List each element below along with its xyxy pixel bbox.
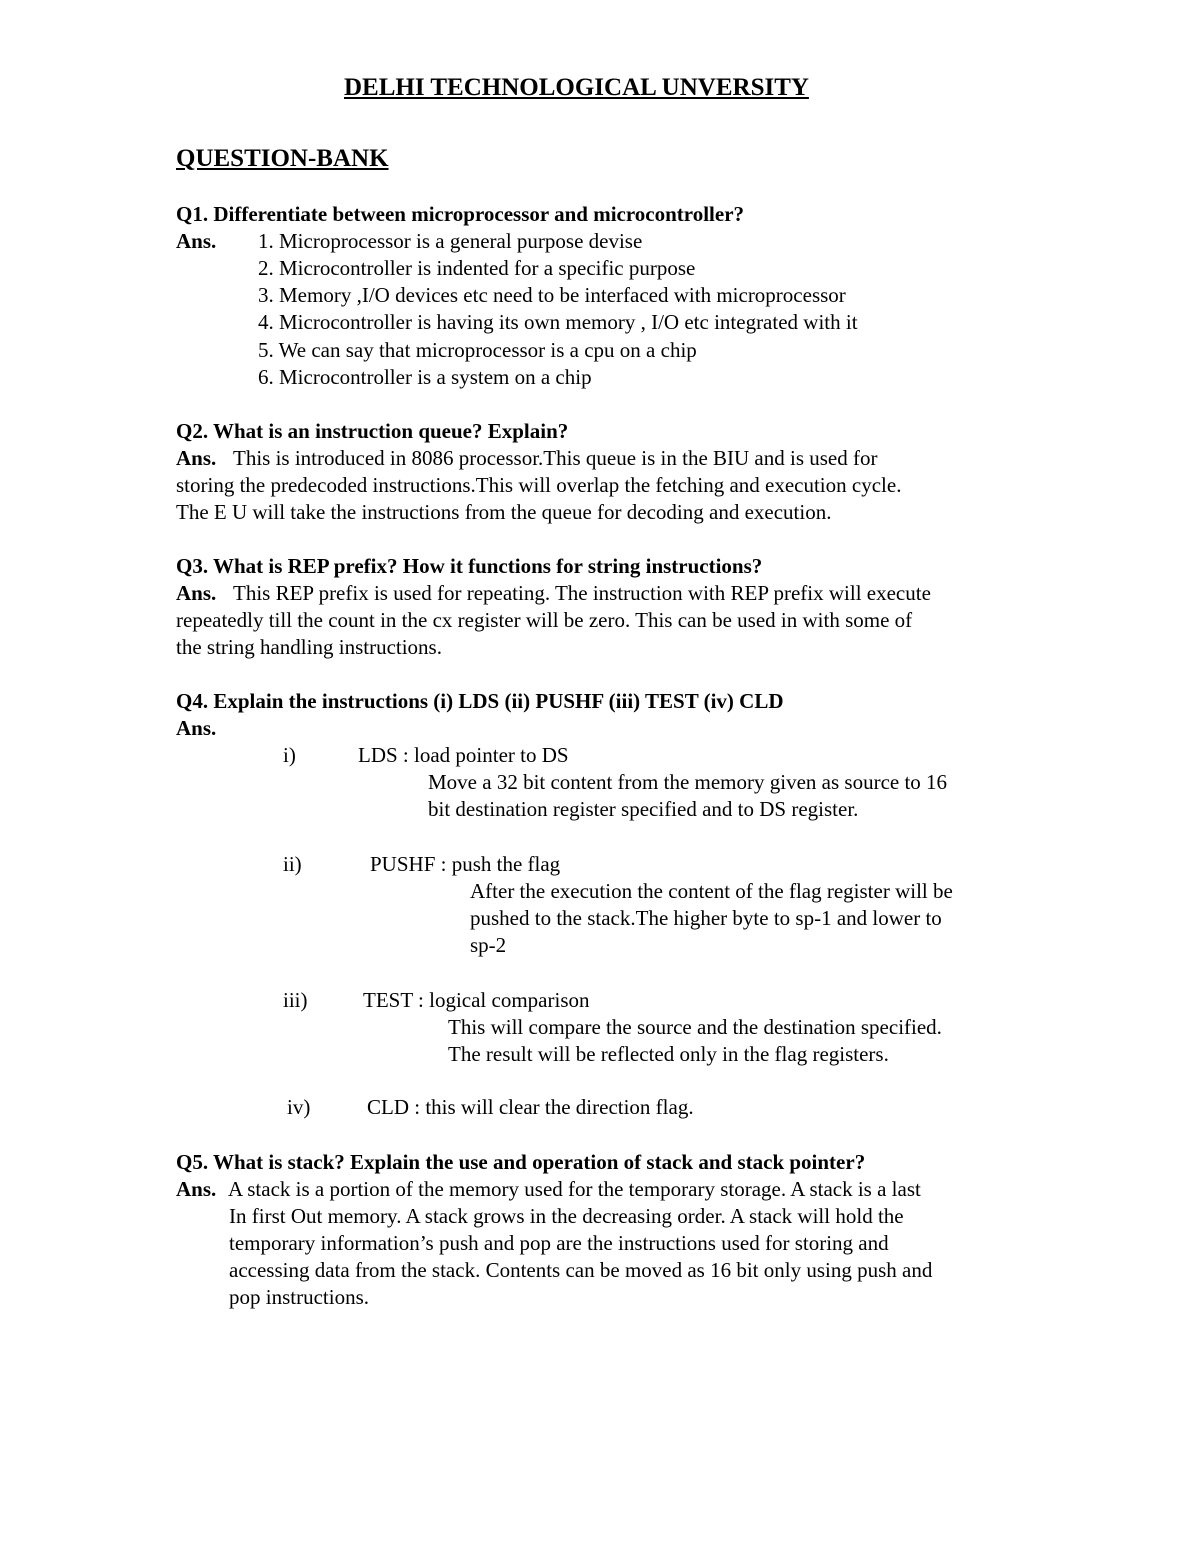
q2-answer-label: Ans. [176, 446, 217, 470]
q1-point-4: 4. Microcontroller is having its own memory , I/O etc integrated with it [258, 310, 858, 334]
q3-answer-line-2: repeatedly till the count in the cx register will be zero. This can be used in with some of [176, 608, 913, 632]
q1-point-2: 2. Microcontroller is indented for a specific purpose [258, 256, 696, 280]
q5-answer-line-2: In first Out memory. A stack grows in the decreasing order. A stack will hold the [229, 1204, 904, 1228]
q1-point-3: 3. Memory ,I/O devices etc need to be interfaced with microprocessor [258, 283, 846, 307]
q5-answer-line-4: accessing data from the stack. Contents can be moved as 16 bit only using push and [229, 1258, 933, 1282]
q4-item-3-desc-2: The result will be reflected only in the flag registers. [448, 1042, 889, 1066]
q4-item-3-head: TEST : logical comparison [363, 988, 590, 1012]
q2-answer-line-2: storing the predecoded instructions.This will overlap the fetching and execution cycle. [176, 473, 902, 497]
q5-answer-label: Ans. [176, 1177, 217, 1201]
q4-item-1-head: LDS : load pointer to DS [358, 743, 569, 767]
q4-answer-label: Ans. [176, 716, 217, 740]
q4-item-2-desc-1: After the execution the content of the flag register will be [470, 879, 953, 903]
q5-answer-line-5: pop instructions. [229, 1285, 369, 1309]
q4-item-2-desc-2: pushed to the stack.The higher byte to sp-1 and lower to [470, 906, 942, 930]
q2-answer-line-1: This is introduced in 8086 processor.This queue is in the BIU and is used for [233, 446, 878, 470]
q1-answer-label: Ans. [176, 229, 217, 253]
q4-item-3-desc-1: This will compare the source and the destination specified. [448, 1015, 942, 1039]
document-subtitle: QUESTION-BANK [176, 145, 389, 172]
q4-item-1-desc-1: Move a 32 bit content from the memory given as source to 16 [428, 770, 948, 794]
q3-answer-line-3: the string handling instructions. [176, 635, 442, 659]
q3-answer-label: Ans. [176, 581, 217, 605]
q4-question: Q4. Explain the instructions (i) LDS (ii) PUSHF (iii) TEST (iv) CLD [176, 689, 784, 713]
q1-point-5: 5. We can say that microprocessor is a cpu on a chip [258, 338, 697, 362]
q4-item-2-desc-3: sp-2 [470, 933, 507, 957]
q5-question: Q5. What is stack? Explain the use and operation of stack and stack pointer? [176, 1150, 866, 1174]
q5-answer-line-1: A stack is a portion of the memory used for the temporary storage. A stack is a last [228, 1177, 921, 1201]
q2-question: Q2. What is an instruction queue? Explain? [176, 419, 569, 443]
q1-point-6: 6. Microcontroller is a system on a chip [258, 365, 592, 389]
q4-item-4-head: CLD : this will clear the direction flag. [367, 1095, 694, 1119]
q4-item-4-number: iv) [287, 1095, 311, 1119]
q4-item-3-number: iii) [283, 988, 308, 1012]
q4-item-1-number: i) [283, 743, 296, 767]
q5-answer-line-3: temporary information’s push and pop are the instructions used for storing and [229, 1231, 889, 1255]
q1-point-1: 1. Microprocessor is a general purpose devise [258, 229, 643, 253]
document-title: DELHI TECHNOLOGICAL UNVERSITY [344, 74, 809, 101]
q1-question: Q1. Differentiate between microprocessor and microcontroller? [176, 202, 745, 226]
q4-item-1-desc-2: bit destination register specified and to DS register. [428, 797, 859, 821]
q3-question: Q3. What is REP prefix? How it functions for string instructions? [176, 554, 763, 578]
q2-answer-line-3: The E U will take the instructions from the queue for decoding and execution. [176, 500, 832, 524]
q4-item-2-head: PUSHF : push the flag [370, 852, 561, 876]
q4-item-2-number: ii) [283, 852, 302, 876]
q3-answer-line-1: This REP prefix is used for repeating. The instruction with REP prefix will execute [233, 581, 931, 605]
